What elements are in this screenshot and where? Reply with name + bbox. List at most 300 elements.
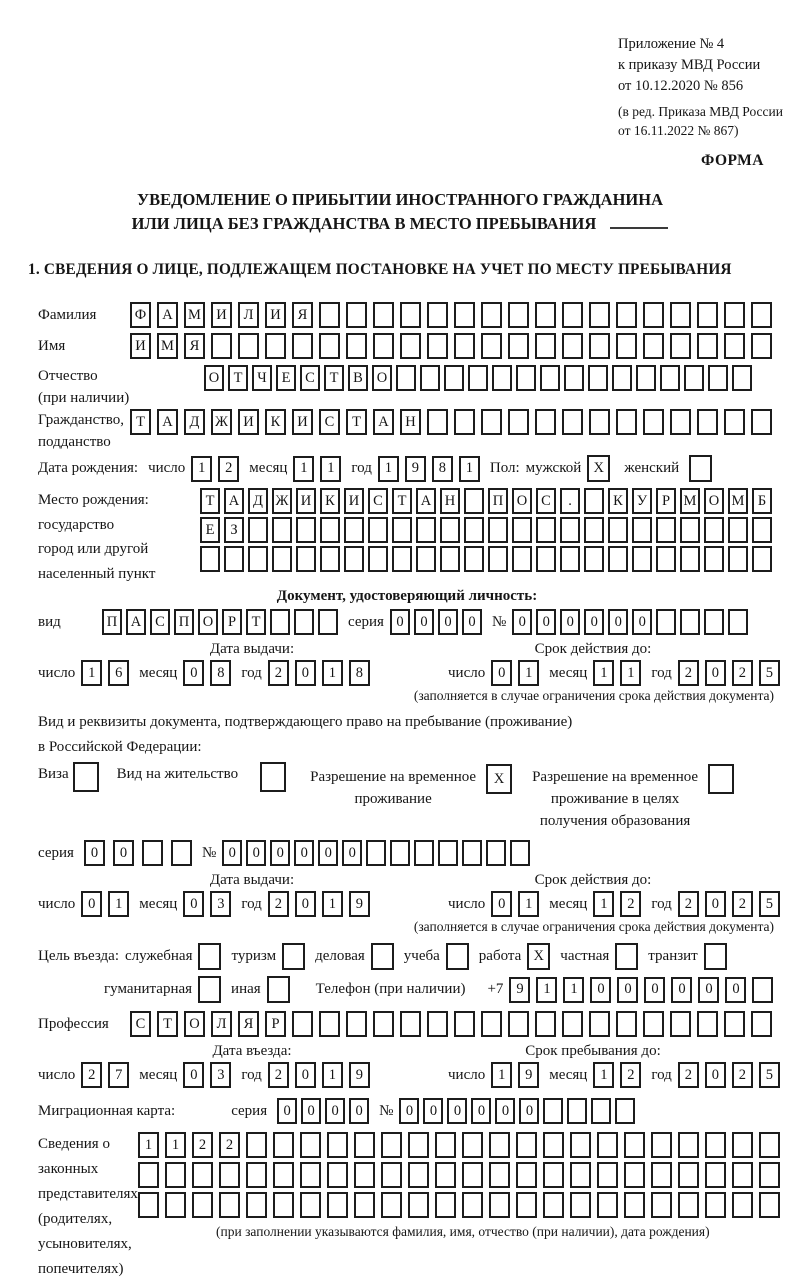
form-cell	[373, 333, 394, 359]
form-cell	[570, 1162, 591, 1188]
month-label: месяц	[139, 1066, 178, 1083]
form-cell	[368, 546, 388, 572]
form-cell: Ф	[130, 302, 151, 328]
patronymic-row	[38, 365, 776, 409]
form-cell	[165, 1162, 186, 1188]
ref-line-edition: (в ред. Приказа МВД России	[618, 104, 783, 119]
form-cell	[427, 302, 448, 328]
form-cell: 0	[491, 660, 512, 686]
form-cell: Р	[656, 488, 676, 514]
form-cell: .	[560, 488, 580, 514]
valid-until-label: Срок действия до:	[534, 872, 652, 888]
form-cell	[643, 333, 664, 359]
form-cell: 0	[342, 840, 362, 866]
form-cell	[516, 1162, 537, 1188]
residence-label: Вид на жительство	[116, 766, 239, 782]
form-cell	[705, 1162, 726, 1188]
form-cell: 2	[678, 660, 699, 686]
birth-month-cells	[293, 456, 341, 482]
visa-checkbox	[73, 762, 99, 792]
form-cell: 0	[725, 977, 746, 1003]
purpose-option: служебная	[125, 943, 222, 970]
form-cell	[211, 333, 232, 359]
form-cell: 0	[294, 840, 314, 866]
form-cell	[751, 333, 772, 359]
form-cell	[354, 1132, 375, 1158]
form-cell	[660, 365, 680, 391]
form-cell	[354, 1162, 375, 1188]
form-cell	[656, 609, 676, 635]
form-cell: 0	[705, 891, 726, 917]
form-cell: 2	[81, 1062, 102, 1088]
form-cell: 0	[183, 660, 204, 686]
form-cell	[608, 546, 628, 572]
form-cell: А	[126, 609, 146, 635]
purpose-option: работа X	[479, 943, 551, 970]
year-label: год	[351, 460, 372, 476]
purpose-option: деловая	[315, 943, 394, 970]
representatives-row1-cells	[138, 1132, 780, 1158]
migration-number-cells	[399, 1098, 635, 1124]
day-label: число	[448, 664, 486, 681]
surname-row	[38, 302, 776, 328]
form-cell: И	[130, 333, 151, 359]
form-cell	[489, 1192, 510, 1218]
visa-option	[38, 766, 99, 792]
form-cell	[481, 302, 502, 328]
form-cell: 2	[268, 1062, 289, 1088]
form-cell	[724, 1011, 745, 1037]
form-cell: X	[486, 764, 512, 794]
form-cell: 0	[617, 977, 638, 1003]
form-cell: И	[265, 302, 286, 328]
form-cell: Д	[184, 409, 205, 435]
form-cell: 0	[295, 891, 316, 917]
form-cell: 1	[593, 1062, 614, 1088]
permit-valid-month-cells	[593, 891, 641, 917]
form-cell	[464, 488, 484, 514]
form-cell	[462, 840, 482, 866]
identity-doc-heading: Документ, удостоверяющий личность:	[276, 588, 538, 604]
form-cell: 1	[378, 456, 399, 482]
form-cell	[267, 976, 290, 1003]
form-cell: X	[527, 943, 550, 970]
form-cell	[589, 333, 610, 359]
form-cell: 0	[113, 840, 134, 866]
form-cell	[543, 1098, 563, 1124]
form-cell: 9	[518, 1062, 539, 1088]
form-cell	[512, 517, 532, 543]
form-cell	[420, 365, 440, 391]
form-cell	[759, 1192, 780, 1218]
phone-cells	[509, 977, 773, 1003]
form-label: ФОРМА	[700, 152, 764, 169]
form-cell	[381, 1192, 402, 1218]
form-cell	[138, 1162, 159, 1188]
given-name-row	[38, 333, 776, 359]
form-cell	[165, 1192, 186, 1218]
form-cell: Т	[130, 409, 151, 435]
form-cell	[273, 1162, 294, 1188]
form-cell: 5	[759, 1062, 780, 1088]
form-cell: X	[587, 455, 610, 482]
form-cell: З	[224, 517, 244, 543]
form-cell: 9	[405, 456, 426, 482]
form-cell: 2	[732, 660, 753, 686]
form-cell	[728, 517, 748, 543]
form-cell	[536, 517, 556, 543]
form-cell	[697, 302, 718, 328]
series-label: серия	[231, 1102, 268, 1119]
form-cell: 1	[320, 456, 341, 482]
form-cell	[368, 517, 388, 543]
form-cell: С	[130, 1011, 151, 1037]
form-cell: М	[728, 488, 748, 514]
form-cell: 1	[518, 891, 539, 917]
form-cell	[272, 517, 292, 543]
form-cell	[535, 302, 556, 328]
sex-male-checkbox	[587, 455, 610, 482]
residence-checkbox	[260, 762, 286, 792]
form-cell: Ж	[211, 409, 232, 435]
birthplace-cells	[200, 488, 772, 575]
form-cell	[597, 1162, 618, 1188]
form-cell	[584, 546, 604, 572]
form-cell	[584, 517, 604, 543]
form-cell	[562, 333, 583, 359]
form-cell: 2	[268, 891, 289, 917]
form-cell	[320, 546, 340, 572]
form-cell	[589, 1011, 610, 1037]
form-cell	[643, 1011, 664, 1037]
form-cell: 0	[277, 1098, 297, 1124]
form-cell	[540, 365, 560, 391]
form-cell	[488, 546, 508, 572]
form-cell: 9	[509, 977, 530, 1003]
doc-series-cells	[390, 609, 482, 635]
form-cell: Д	[248, 488, 268, 514]
permit-intro-line1: Вид и реквизиты документа, подтверждающего право на пребывание (проживание)	[38, 714, 573, 730]
birth-day-cells	[191, 456, 239, 482]
form-cell	[300, 1132, 321, 1158]
form-cell: 1	[108, 891, 129, 917]
form-cell	[684, 365, 704, 391]
purpose-option: учеба	[404, 943, 469, 970]
form-cell	[643, 409, 664, 435]
form-cell	[320, 517, 340, 543]
edu-permit-option	[532, 766, 734, 832]
form-cell	[468, 365, 488, 391]
form-cell: О	[184, 1011, 205, 1037]
form-cell	[680, 517, 700, 543]
valid-day-cells	[491, 660, 539, 686]
form-cell	[327, 1192, 348, 1218]
form-cell	[697, 333, 718, 359]
form-cell	[354, 1192, 375, 1218]
form-cell	[319, 1011, 340, 1037]
form-cell: О	[512, 488, 532, 514]
form-cell	[615, 943, 638, 970]
valid-until-label: Срок действия до:	[534, 641, 652, 657]
form-cell	[416, 517, 436, 543]
form-cell: 1	[518, 660, 539, 686]
form-cell	[751, 409, 772, 435]
year-label: год	[651, 1066, 672, 1083]
form-cell: И	[344, 488, 364, 514]
form-cell	[732, 1132, 753, 1158]
birthplace-block	[38, 488, 776, 586]
form-cell: Л	[238, 302, 259, 328]
sex-female-checkbox	[689, 455, 712, 482]
form-cell	[678, 1162, 699, 1188]
form-cell	[624, 1192, 645, 1218]
form-cell: П	[174, 609, 194, 635]
form-cell: И	[296, 488, 316, 514]
purpose-checkbox	[704, 943, 727, 970]
identity-date-headings	[38, 641, 776, 658]
form-cell: 2	[678, 1062, 699, 1088]
issue-month-cells	[183, 660, 231, 686]
permit-intro-line2: в Российской Федерации:	[38, 739, 202, 755]
citizenship-row	[38, 409, 776, 453]
form-cell: 6	[108, 660, 129, 686]
purpose-row	[38, 943, 776, 970]
permit-date-headings	[38, 872, 776, 889]
form-cell	[392, 517, 412, 543]
form-cell	[272, 546, 292, 572]
form-cell	[562, 409, 583, 435]
form-cell	[680, 609, 700, 635]
form-cell	[246, 1132, 267, 1158]
form-cell: 0	[584, 609, 604, 635]
form-cell	[435, 1162, 456, 1188]
form-cell	[670, 302, 691, 328]
form-cell: С	[368, 488, 388, 514]
day-label: число	[38, 1066, 76, 1083]
form-cell	[440, 546, 460, 572]
permit-options-row	[38, 766, 776, 832]
validity-note: (заполняется в случае ограничения срока действия документа)	[413, 688, 774, 703]
stay-month-cells	[593, 1062, 641, 1088]
form-cell: 0	[698, 977, 719, 1003]
form-cell	[427, 409, 448, 435]
form-cell	[759, 1132, 780, 1158]
form-cell	[265, 333, 286, 359]
permit-valid-year-cells	[678, 891, 780, 917]
form-cell	[651, 1132, 672, 1158]
form-cell: 0	[349, 1098, 369, 1124]
form-cell: С	[300, 365, 320, 391]
month-label: месяц	[549, 664, 588, 681]
form-cell: 1	[322, 891, 343, 917]
form-cell: В	[348, 365, 368, 391]
number-label: №	[491, 613, 507, 630]
form-cell	[392, 546, 412, 572]
form-cell	[704, 609, 724, 635]
document-reference	[0, 0, 800, 140]
form-cell	[508, 409, 529, 435]
form-cell: 1	[293, 456, 314, 482]
form-cell: Т	[157, 1011, 178, 1037]
form-cell: 2	[192, 1132, 213, 1158]
purpose-checkbox	[527, 943, 550, 970]
form-cell	[454, 302, 475, 328]
form-cell: Л	[211, 1011, 232, 1037]
form-cell	[597, 1192, 618, 1218]
form-cell	[632, 517, 652, 543]
form-cell: 0	[325, 1098, 345, 1124]
form-cell: 0	[222, 840, 242, 866]
form-cell: А	[157, 302, 178, 328]
form-cell: 2	[732, 891, 753, 917]
form-cell: И	[292, 409, 313, 435]
blank-underline	[610, 213, 668, 229]
form-cell	[273, 1132, 294, 1158]
form-cell: 8	[210, 660, 231, 686]
form-cell: Ж	[272, 488, 292, 514]
birth-year-cells	[378, 456, 480, 482]
form-cell	[728, 609, 748, 635]
issue-date-label: Дата выдачи:	[209, 641, 295, 657]
form-cell	[142, 840, 163, 866]
form-cell: 3	[210, 1062, 231, 1088]
form-cell	[238, 333, 259, 359]
validity-note: (заполняется в случае ограничения срока действия документа)	[413, 919, 774, 934]
form-cell	[396, 365, 416, 391]
form-cell: 0	[705, 660, 726, 686]
form-cell	[704, 943, 727, 970]
form-cell	[73, 762, 99, 792]
form-cell: 1	[191, 456, 212, 482]
temp-permit-checkbox	[486, 764, 512, 794]
form-cell	[381, 1132, 402, 1158]
form-cell	[435, 1132, 456, 1158]
representatives-labels: Сведения о законных представителях (родителях, усыновителях, попечителях)	[38, 1136, 138, 1277]
form-cell: Т	[324, 365, 344, 391]
form-cell	[728, 546, 748, 572]
month-label: месяц	[139, 895, 178, 912]
form-cell	[171, 840, 192, 866]
series-label: серия	[38, 844, 74, 861]
purpose-checkbox	[198, 943, 221, 970]
form-cell	[535, 409, 556, 435]
form-cell	[488, 517, 508, 543]
form-cell	[427, 1011, 448, 1037]
form-cell	[373, 302, 394, 328]
entry-date-headings	[38, 1043, 776, 1060]
entry-dates-row	[38, 1062, 776, 1088]
form-cell: 0	[536, 609, 556, 635]
migration-series-cells	[277, 1098, 369, 1124]
purpose-row2	[38, 976, 776, 1003]
form-cell: 5	[759, 891, 780, 917]
representatives-row3-cells	[138, 1192, 780, 1218]
form-cell	[543, 1162, 564, 1188]
form-cell: 0	[590, 977, 611, 1003]
form-cell	[198, 943, 221, 970]
temp-permit-label: Разрешение на временное проживание	[310, 769, 477, 807]
form-cell	[508, 1011, 529, 1037]
form-cell	[560, 517, 580, 543]
purpose-option: туризм	[231, 943, 305, 970]
form-cell: О	[704, 488, 724, 514]
purpose-checkbox	[198, 976, 221, 1003]
form-cell	[192, 1162, 213, 1188]
form-cell	[570, 1132, 591, 1158]
form-cell: 1	[322, 1062, 343, 1088]
purpose-checkbox	[615, 943, 638, 970]
entry-date-label: Дата въезда:	[212, 1043, 292, 1059]
form-cell: 0	[462, 609, 482, 635]
form-cell	[643, 302, 664, 328]
form-cell: А	[416, 488, 436, 514]
form-cell: 2	[732, 1062, 753, 1088]
form-cell	[616, 333, 637, 359]
form-cell: 1	[536, 977, 557, 1003]
form-cell: Т	[246, 609, 266, 635]
form-cell: С	[536, 488, 556, 514]
form-cell	[270, 609, 290, 635]
year-label: год	[241, 664, 262, 681]
form-cell	[724, 409, 745, 435]
form-cell: 1	[593, 891, 614, 917]
profession-label: Профессия	[38, 1015, 109, 1032]
form-cell	[200, 546, 220, 572]
form-cell	[560, 546, 580, 572]
form-cell	[615, 1098, 635, 1124]
permit-issue-month-cells	[183, 891, 231, 917]
form-cell	[535, 333, 556, 359]
form-cell	[651, 1192, 672, 1218]
purpose-option: иная	[231, 976, 290, 1003]
birthplace-row2-cells	[200, 517, 772, 543]
edu-permit-checkbox	[708, 764, 734, 794]
month-label: месяц	[139, 664, 178, 681]
form-cell	[454, 333, 475, 359]
form-cell	[632, 546, 652, 572]
permit-issue-day-cells	[81, 891, 129, 917]
day-label: число	[448, 1066, 486, 1083]
form-cell	[724, 302, 745, 328]
number-label: №	[201, 844, 217, 861]
valid-month-cells	[593, 660, 641, 686]
citizenship-label: Гражданство, подданство	[38, 412, 125, 450]
form-cell	[670, 333, 691, 359]
form-cell	[346, 302, 367, 328]
form-cell: Р	[222, 609, 242, 635]
year-label: год	[241, 1066, 262, 1083]
form-cell: Т	[346, 409, 367, 435]
patronymic-cells	[204, 365, 752, 391]
form-cell	[705, 1192, 726, 1218]
form-cell: 0	[438, 609, 458, 635]
year-label: год	[241, 895, 262, 912]
form-cell	[624, 1162, 645, 1188]
form-cell	[246, 1162, 267, 1188]
form-cell: 0	[183, 891, 204, 917]
form-cell	[651, 1162, 672, 1188]
form-cell: И	[238, 409, 259, 435]
form-cell: 0	[632, 609, 652, 635]
birth-date-label: Дата рождения:	[38, 460, 139, 476]
form-cell: А	[373, 409, 394, 435]
form-cell	[319, 302, 340, 328]
series-label: серия	[348, 613, 384, 630]
form-cell	[697, 409, 718, 435]
form-cell: Я	[292, 302, 313, 328]
form-cell	[704, 546, 724, 572]
form-cell	[759, 1162, 780, 1188]
